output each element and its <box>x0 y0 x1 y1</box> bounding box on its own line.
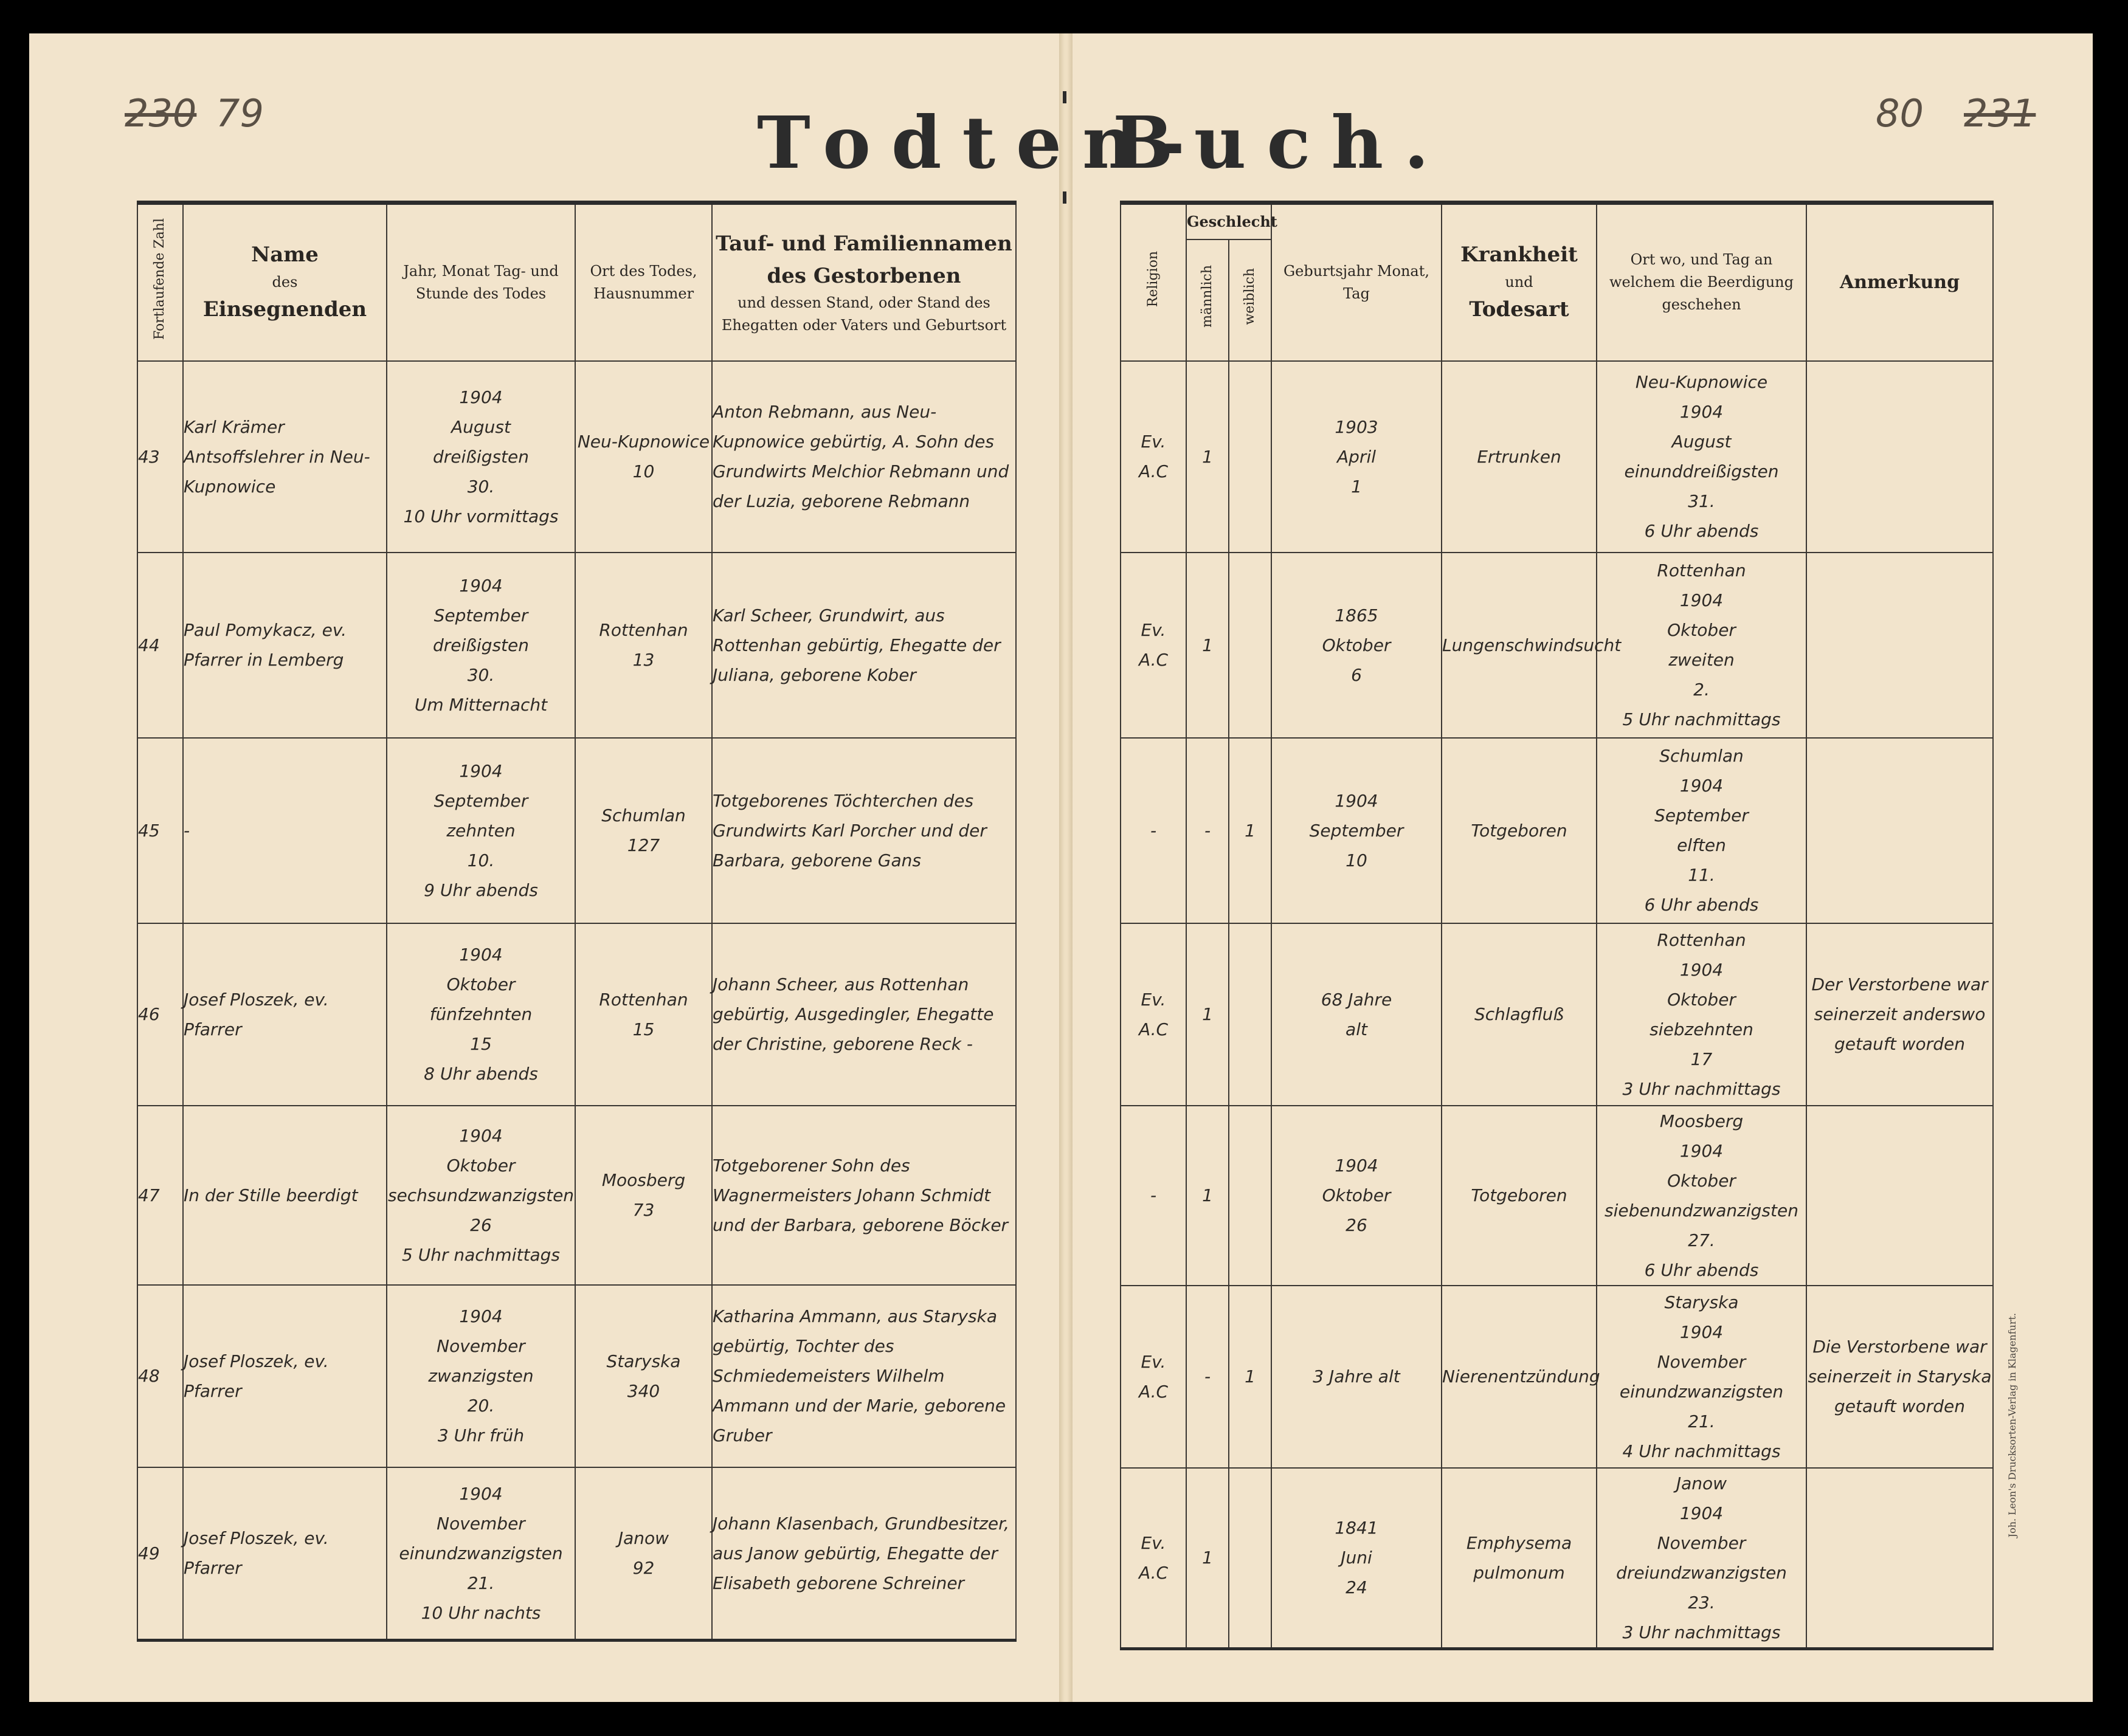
remark-cell <box>1806 361 1993 553</box>
entry-number: 45 <box>137 738 183 923</box>
religion-cell: - <box>1121 1106 1186 1286</box>
burial-cell: Rottenhan 1904 Oktober zweiten 2. 5 Uhr nachmittags <box>1597 553 1806 738</box>
header-burial: Ort wo, und Tag an welchem die Beerdigung geschehen <box>1597 203 1806 361</box>
header-date-of-death: Jahr, Monat Tag- und Stunde des Todes <box>387 203 575 361</box>
date-of-death-cell: 1904 September zehnten 10. 9 Uhr abends <box>387 738 575 923</box>
deceased-cell: Johann Klasenbach, Grundbesitzer, aus Janow gebürtig, Ehegatte der Elisabeth geborene Schreiner <box>712 1467 1016 1641</box>
illness-cell: Totgeboren <box>1442 738 1597 923</box>
remark-cell: Der Verstorbene war seinerzeit anderswo getauft worden <box>1806 923 1993 1106</box>
officiant-cell: Paul Pomykacz, ev. Pfarrer in Lemberg <box>183 553 387 738</box>
place-of-death-cell: Moosberg 73 <box>575 1106 712 1285</box>
struck-page-number: 231 <box>1964 91 2036 136</box>
place-of-death-cell: Rottenhan 15 <box>575 923 712 1106</box>
burial-cell: Schumlan 1904 September elften 11. 6 Uhr abends <box>1597 738 1806 923</box>
male-cell: 1 <box>1186 923 1229 1106</box>
page-title-right: Buch. <box>1113 100 1450 185</box>
officiant-cell: - <box>183 738 387 923</box>
illness-cell: Emphysema pulmonum <box>1442 1468 1597 1649</box>
burial-cell: Neu-Kupnowice 1904 August einunddreißigsten 31. 6 Uhr abends <box>1597 361 1806 553</box>
page-title-left: Todten- <box>757 100 1206 185</box>
illness-cell: Ertrunken <box>1442 361 1597 553</box>
officiant-cell: Josef Ploszek, ev. Pfarrer <box>183 923 387 1106</box>
female-cell <box>1229 923 1271 1106</box>
deceased-cell: Katharina Ammann, aus Staryska gebürtig, Tochter des Schmiedemeisters Wilhelm Ammann und der Marie, geborene Gruber <box>712 1285 1016 1467</box>
date-of-death-cell: 1904 November zwanzigsten 20. 3 Uhr früh <box>387 1285 575 1467</box>
officiant-cell: In der Stille beerdigt <box>183 1106 387 1285</box>
deceased-cell: Karl Scheer, Grundwirt, aus Rottenhan gebürtig, Ehegatte der Juliana, geborene Kober <box>712 553 1016 738</box>
female-cell <box>1229 553 1271 738</box>
entry-number: 49 <box>137 1467 183 1641</box>
burial-cell: Moosberg 1904 Oktober siebenundzwanzigsten 27. 6 Uhr abends <box>1597 1106 1806 1286</box>
birth-cell: 1865 Oktober 6 <box>1271 553 1442 738</box>
page-number-right: 80 <box>1876 91 1924 136</box>
header-deceased: Tauf- und Familiennamen des Gestorbenen und dessen Stand, oder Stand des Ehegatten oder Vaters und Geburtsort <box>712 203 1016 361</box>
register-table-left <box>137 201 1017 1642</box>
female-cell <box>1229 1468 1271 1649</box>
religion-cell: Ev. A.C <box>1121 923 1186 1106</box>
deceased-cell: Totgeborener Sohn des Wagnermeisters Johann Schmidt und der Barbara, geborene Böcker <box>712 1106 1016 1285</box>
place-of-death-cell: Rottenhan 13 <box>575 553 712 738</box>
male-cell: - <box>1186 1286 1229 1468</box>
date-of-death-cell: 1904 Oktober fünfzehnten 15 8 Uhr abends <box>387 923 575 1106</box>
place-of-death-cell: Neu-Kupnowice 10 <box>575 361 712 553</box>
date-of-death-cell: 1904 August dreißigsten 30. 10 Uhr vormittags <box>387 361 575 553</box>
printer-imprint: Joh. Leon's Drucksorten-Verlag in Klagenfurt. <box>2006 1313 2018 1538</box>
burial-cell: Janow 1904 November dreiundzwanzigsten 23. 3 Uhr nachmittags <box>1597 1468 1806 1649</box>
table-row <box>1121 1468 1993 1649</box>
illness-cell: Totgeboren <box>1442 1106 1597 1286</box>
male-cell: 1 <box>1186 1106 1229 1286</box>
male-cell: 1 <box>1186 553 1229 738</box>
place-of-death-cell: Schumlan 127 <box>575 738 712 923</box>
religion-cell: - <box>1121 738 1186 923</box>
date-of-death-cell: 1904 September dreißigsten 30. Um Mitternacht <box>387 553 575 738</box>
header-place-of-death: Ort des Todes, Hausnummer <box>575 203 712 361</box>
remark-cell <box>1806 553 1993 738</box>
header-female: weiblich <box>1229 239 1271 361</box>
table-row <box>137 1106 1016 1285</box>
birth-cell: 1903 April 1 <box>1271 361 1442 553</box>
header-birth: Geburtsjahr Monat, Tag <box>1271 203 1442 361</box>
male-cell: - <box>1186 738 1229 923</box>
religion-cell: Ev. A.C <box>1121 553 1186 738</box>
burial-cell: Rottenhan 1904 Oktober siebzehnten 17 3 Uhr nachmittags <box>1597 923 1806 1106</box>
place-of-death-cell: Staryska 340 <box>575 1285 712 1467</box>
header-illness: Krankheit und Todesart <box>1442 203 1597 361</box>
female-cell: 1 <box>1229 1286 1271 1468</box>
male-cell: 1 <box>1186 1468 1229 1649</box>
header-remark: Anmerkung <box>1806 203 1993 361</box>
female-cell <box>1229 361 1271 553</box>
header-male: männlich <box>1186 239 1229 361</box>
header-religion: Religion <box>1121 203 1186 361</box>
birth-cell: 68 Jahre alt <box>1271 923 1442 1106</box>
remark-cell <box>1806 738 1993 923</box>
date-of-death-cell: 1904 November einundzwanzigsten 21. 10 Uhr nachts <box>387 1467 575 1641</box>
table-row <box>1121 1286 1993 1468</box>
table-row <box>1121 361 1993 553</box>
table-row <box>1121 553 1993 738</box>
deceased-cell: Anton Rebmann, aus Neu-Kupnowice gebürtig, A. Sohn des Grundwirts Melchior Rebmann und der Luzia, geborene Rebmann <box>712 361 1016 553</box>
deceased-cell: Johann Scheer, aus Rottenhan gebürtig, Ausgedingler, Ehegatte der Christine, geborene Reck - <box>712 923 1016 1106</box>
binding-mark <box>1063 191 1066 204</box>
table-row <box>137 553 1016 738</box>
officiant-cell: Karl Krämer Antsoffslehrer in Neu-Kupnowice <box>183 361 387 553</box>
illness-cell: Schlagfluß <box>1442 923 1597 1106</box>
table-row <box>1121 738 1993 923</box>
illness-cell: Nierenentzündung <box>1442 1286 1597 1468</box>
entry-number: 46 <box>137 923 183 1106</box>
officiant-cell: Josef Ploszek, ev. Pfarrer <box>183 1467 387 1641</box>
birth-cell: 1841 Juni 24 <box>1271 1468 1442 1649</box>
entry-number: 48 <box>137 1285 183 1467</box>
birth-cell: 1904 September 10 <box>1271 738 1442 923</box>
entry-number: 43 <box>137 361 183 553</box>
birth-cell: 3 Jahre alt <box>1271 1286 1442 1468</box>
struck-page-number: 230 <box>125 91 197 136</box>
table-row <box>1121 1106 1993 1286</box>
header-officiant: Name des Einsegnenden <box>183 203 387 361</box>
birth-cell: 1904 Oktober 26 <box>1271 1106 1442 1286</box>
book-spine <box>1059 33 1073 1702</box>
table-row <box>1121 923 1993 1106</box>
table-row <box>137 1285 1016 1467</box>
table-row <box>137 923 1016 1106</box>
entry-number: 47 <box>137 1106 183 1285</box>
table-row <box>137 738 1016 923</box>
male-cell: 1 <box>1186 361 1229 553</box>
date-of-death-cell: 1904 Oktober sechsundzwanzigsten 26 5 Uhr nachmittags <box>387 1106 575 1285</box>
header-sex: Geschlecht <box>1186 203 1271 239</box>
remark-cell: Die Verstorbene war seinerzeit in Staryska getauft worden <box>1806 1286 1993 1468</box>
female-cell <box>1229 1106 1271 1286</box>
table-row <box>137 1467 1016 1641</box>
register-table-right <box>1120 201 1994 1650</box>
religion-cell: Ev. A.C <box>1121 1286 1186 1468</box>
deceased-cell: Totgeborenes Töchterchen des Grundwirts Karl Porcher und der Barbara, geborene Gans <box>712 738 1016 923</box>
burial-cell: Staryska 1904 November einundzwanzigsten 21. 4 Uhr nachmittags <box>1597 1286 1806 1468</box>
header-number: Fortlaufende Zahl <box>137 203 183 361</box>
officiant-cell: Josef Ploszek, ev. Pfarrer <box>183 1285 387 1467</box>
remark-cell <box>1806 1468 1993 1649</box>
place-of-death-cell: Janow 92 <box>575 1467 712 1641</box>
remark-cell <box>1806 1106 1993 1286</box>
religion-cell: Ev. A.C <box>1121 361 1186 553</box>
religion-cell: Ev. A.C <box>1121 1468 1186 1649</box>
female-cell: 1 <box>1229 738 1271 923</box>
illness-cell: Lungenschwindsucht <box>1442 553 1597 738</box>
entry-number: 44 <box>137 553 183 738</box>
table-row <box>137 361 1016 553</box>
page-number-left: 79 <box>216 91 264 136</box>
